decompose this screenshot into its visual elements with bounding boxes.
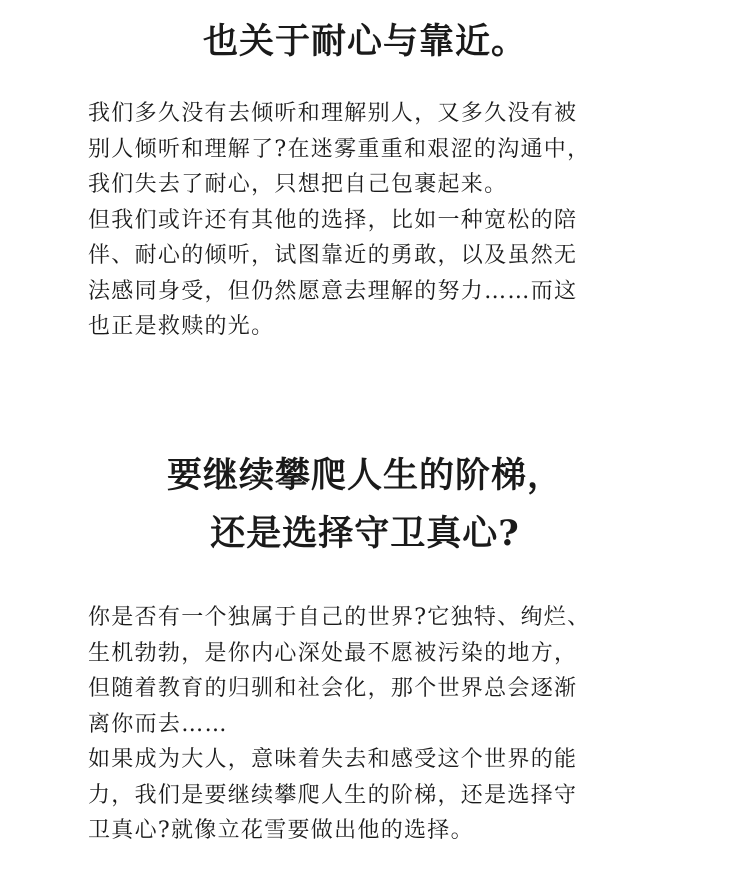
- text-line: 你是否有一个独属于自己的世界?它独特、绚烂、: [88, 605, 591, 630]
- section1-heading: 也关于耐心与靠近。: [202, 21, 527, 62]
- text-line: 如果成为大人，意味着失去和感受这个世界的能: [88, 747, 578, 772]
- section2-heading-line2: 还是选择守卫真心?: [210, 513, 520, 554]
- section1-paragraph: [88, 96, 658, 345]
- section2-heading-line1: 要继续攀爬人生的阶梯，: [166, 455, 563, 496]
- text-line: 生机勃勃，是你内心深处最不愿被污染的地方，: [88, 640, 578, 666]
- text-line: 别人倾听和理解了?在迷雾重重和艰涩的沟通中，: [88, 136, 591, 162]
- text-line: 但随着教育的归驯和社会化，那个世界总会逐渐: [88, 676, 578, 701]
- text-line: 伴、耐心的倾听，试图靠近的勇敢，以及虽然无: [88, 243, 578, 268]
- text-line: 但我们或许还有其他的选择，比如一种宽松的陪: [88, 207, 578, 233]
- text-line: 我们多久没有去倾听和理解别人，又多久没有被: [88, 101, 578, 126]
- text-line: 卫真心?就像立花雪要做出他的选择。: [88, 818, 474, 843]
- text-line: 也正是救赎的光。: [88, 314, 275, 339]
- text-line: 法感同身受，但仍然愿意去理解的努力……而这: [88, 278, 578, 304]
- text-line: 力，我们是要继续攀爬人生的阶梯，还是选择守: [88, 782, 578, 808]
- text-line: 我们失去了耐心，只想把自己包裹起来。: [88, 172, 508, 197]
- section2-paragraph: [88, 600, 658, 849]
- text-line: 离你而去……: [88, 711, 228, 737]
